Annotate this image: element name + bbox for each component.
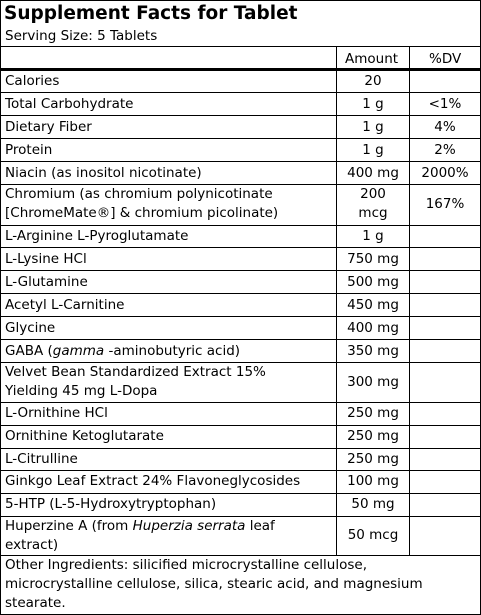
row-name: Ornithine Ketoglutarate bbox=[5, 428, 164, 444]
row-amount: 750 mg bbox=[347, 251, 399, 267]
row-name-text: GABA ( bbox=[5, 343, 53, 359]
row-name: L-Citrulline bbox=[5, 451, 78, 467]
row-name: Acetyl L-Carnitine bbox=[5, 297, 125, 313]
row-name bbox=[5, 342, 335, 361]
row-name bbox=[5, 185, 335, 223]
dv-column-divider bbox=[409, 46, 410, 555]
row-amount: 1 g bbox=[362, 228, 384, 244]
row-name-line: Velvet Bean Standardized Extract 15% bbox=[5, 364, 266, 380]
row-amount: 250 mg bbox=[347, 405, 399, 421]
row-name-line bbox=[5, 517, 335, 536]
row-name-italic: Huperzia serrata bbox=[132, 518, 246, 534]
row-amount: 100 mg bbox=[347, 473, 399, 489]
row-name: L-Lysine HCl bbox=[5, 251, 87, 267]
row-name: Ginkgo Leaf Extract 24% Flavoneglycosides bbox=[5, 473, 301, 489]
row-amount: 1 g bbox=[362, 96, 384, 112]
row-amount: 500 mg bbox=[347, 274, 399, 290]
row-name-line: extract) bbox=[5, 537, 59, 553]
row-dv: 4% bbox=[434, 119, 456, 135]
row-name: L-Arginine L-Pyroglutamate bbox=[5, 228, 189, 244]
amount-column-divider bbox=[336, 46, 337, 555]
row-name-line: [ChromeMate®] & chromium picolinate) bbox=[5, 205, 279, 221]
row-amount: 1 g bbox=[362, 119, 384, 135]
row-amount: 300 mg bbox=[347, 374, 399, 390]
row-name bbox=[5, 363, 335, 401]
row-name-text: leaf bbox=[245, 518, 275, 534]
row-name: Protein bbox=[5, 142, 53, 158]
row-amount bbox=[337, 185, 409, 223]
row-amount: 400 mg bbox=[347, 165, 399, 181]
row-name-text: Huperzine A (from bbox=[5, 518, 133, 534]
other-ingredients: Other Ingredients: silicified microcrystalline cellulose, microcrystalline cellulose, silica, stearic acid, and magnesium stearate. bbox=[5, 557, 423, 611]
row-amount: 450 mg bbox=[347, 297, 399, 313]
row-name: L-Ornithine HCl bbox=[5, 405, 108, 421]
row-amount-line: 200 bbox=[360, 186, 386, 202]
row-amount: 400 mg bbox=[347, 320, 399, 336]
row-name-line: Yielding 45 mg L-Dopa bbox=[5, 383, 158, 399]
row-name-italic: gamma bbox=[52, 343, 105, 359]
row-name: L-Glutamine bbox=[5, 274, 88, 290]
row-name-text: -aminobutyric acid) bbox=[104, 343, 241, 359]
row-amount: 250 mg bbox=[347, 451, 399, 467]
row-dv: 2000% bbox=[421, 165, 469, 181]
row-amount: 50 mcg bbox=[347, 527, 399, 543]
row-dv: <1% bbox=[428, 96, 462, 112]
row-dv: 167% bbox=[425, 196, 465, 212]
row-dv: 2% bbox=[434, 142, 456, 158]
row-name: Total Carbohydrate bbox=[5, 96, 134, 112]
amount-header: Amount bbox=[345, 51, 399, 67]
row-name: Dietary Fiber bbox=[5, 119, 92, 135]
row-amount: 20 bbox=[364, 73, 382, 89]
dv-header: %DV bbox=[429, 51, 462, 67]
row-amount: 350 mg bbox=[347, 343, 399, 359]
row-name-line: Chromium (as chromium polynicotinate bbox=[5, 186, 273, 202]
row-amount: 250 mg bbox=[347, 428, 399, 444]
row-name: Niacin (as inositol nicotinate) bbox=[5, 165, 202, 181]
row-name: Glycine bbox=[5, 320, 56, 336]
row-name: 5-HTP (L-5-Hydroxytryptophan) bbox=[5, 496, 217, 512]
row-name bbox=[5, 517, 335, 555]
row-amount-line: mcg bbox=[358, 205, 388, 221]
panel-title: Supplement Facts for Tablet bbox=[4, 3, 298, 24]
row-name: Calories bbox=[5, 73, 60, 89]
row-amount: 50 mg bbox=[351, 496, 395, 512]
row-amount: 1 g bbox=[362, 142, 384, 158]
serving-size: Serving Size: 5 Tablets bbox=[5, 28, 158, 44]
